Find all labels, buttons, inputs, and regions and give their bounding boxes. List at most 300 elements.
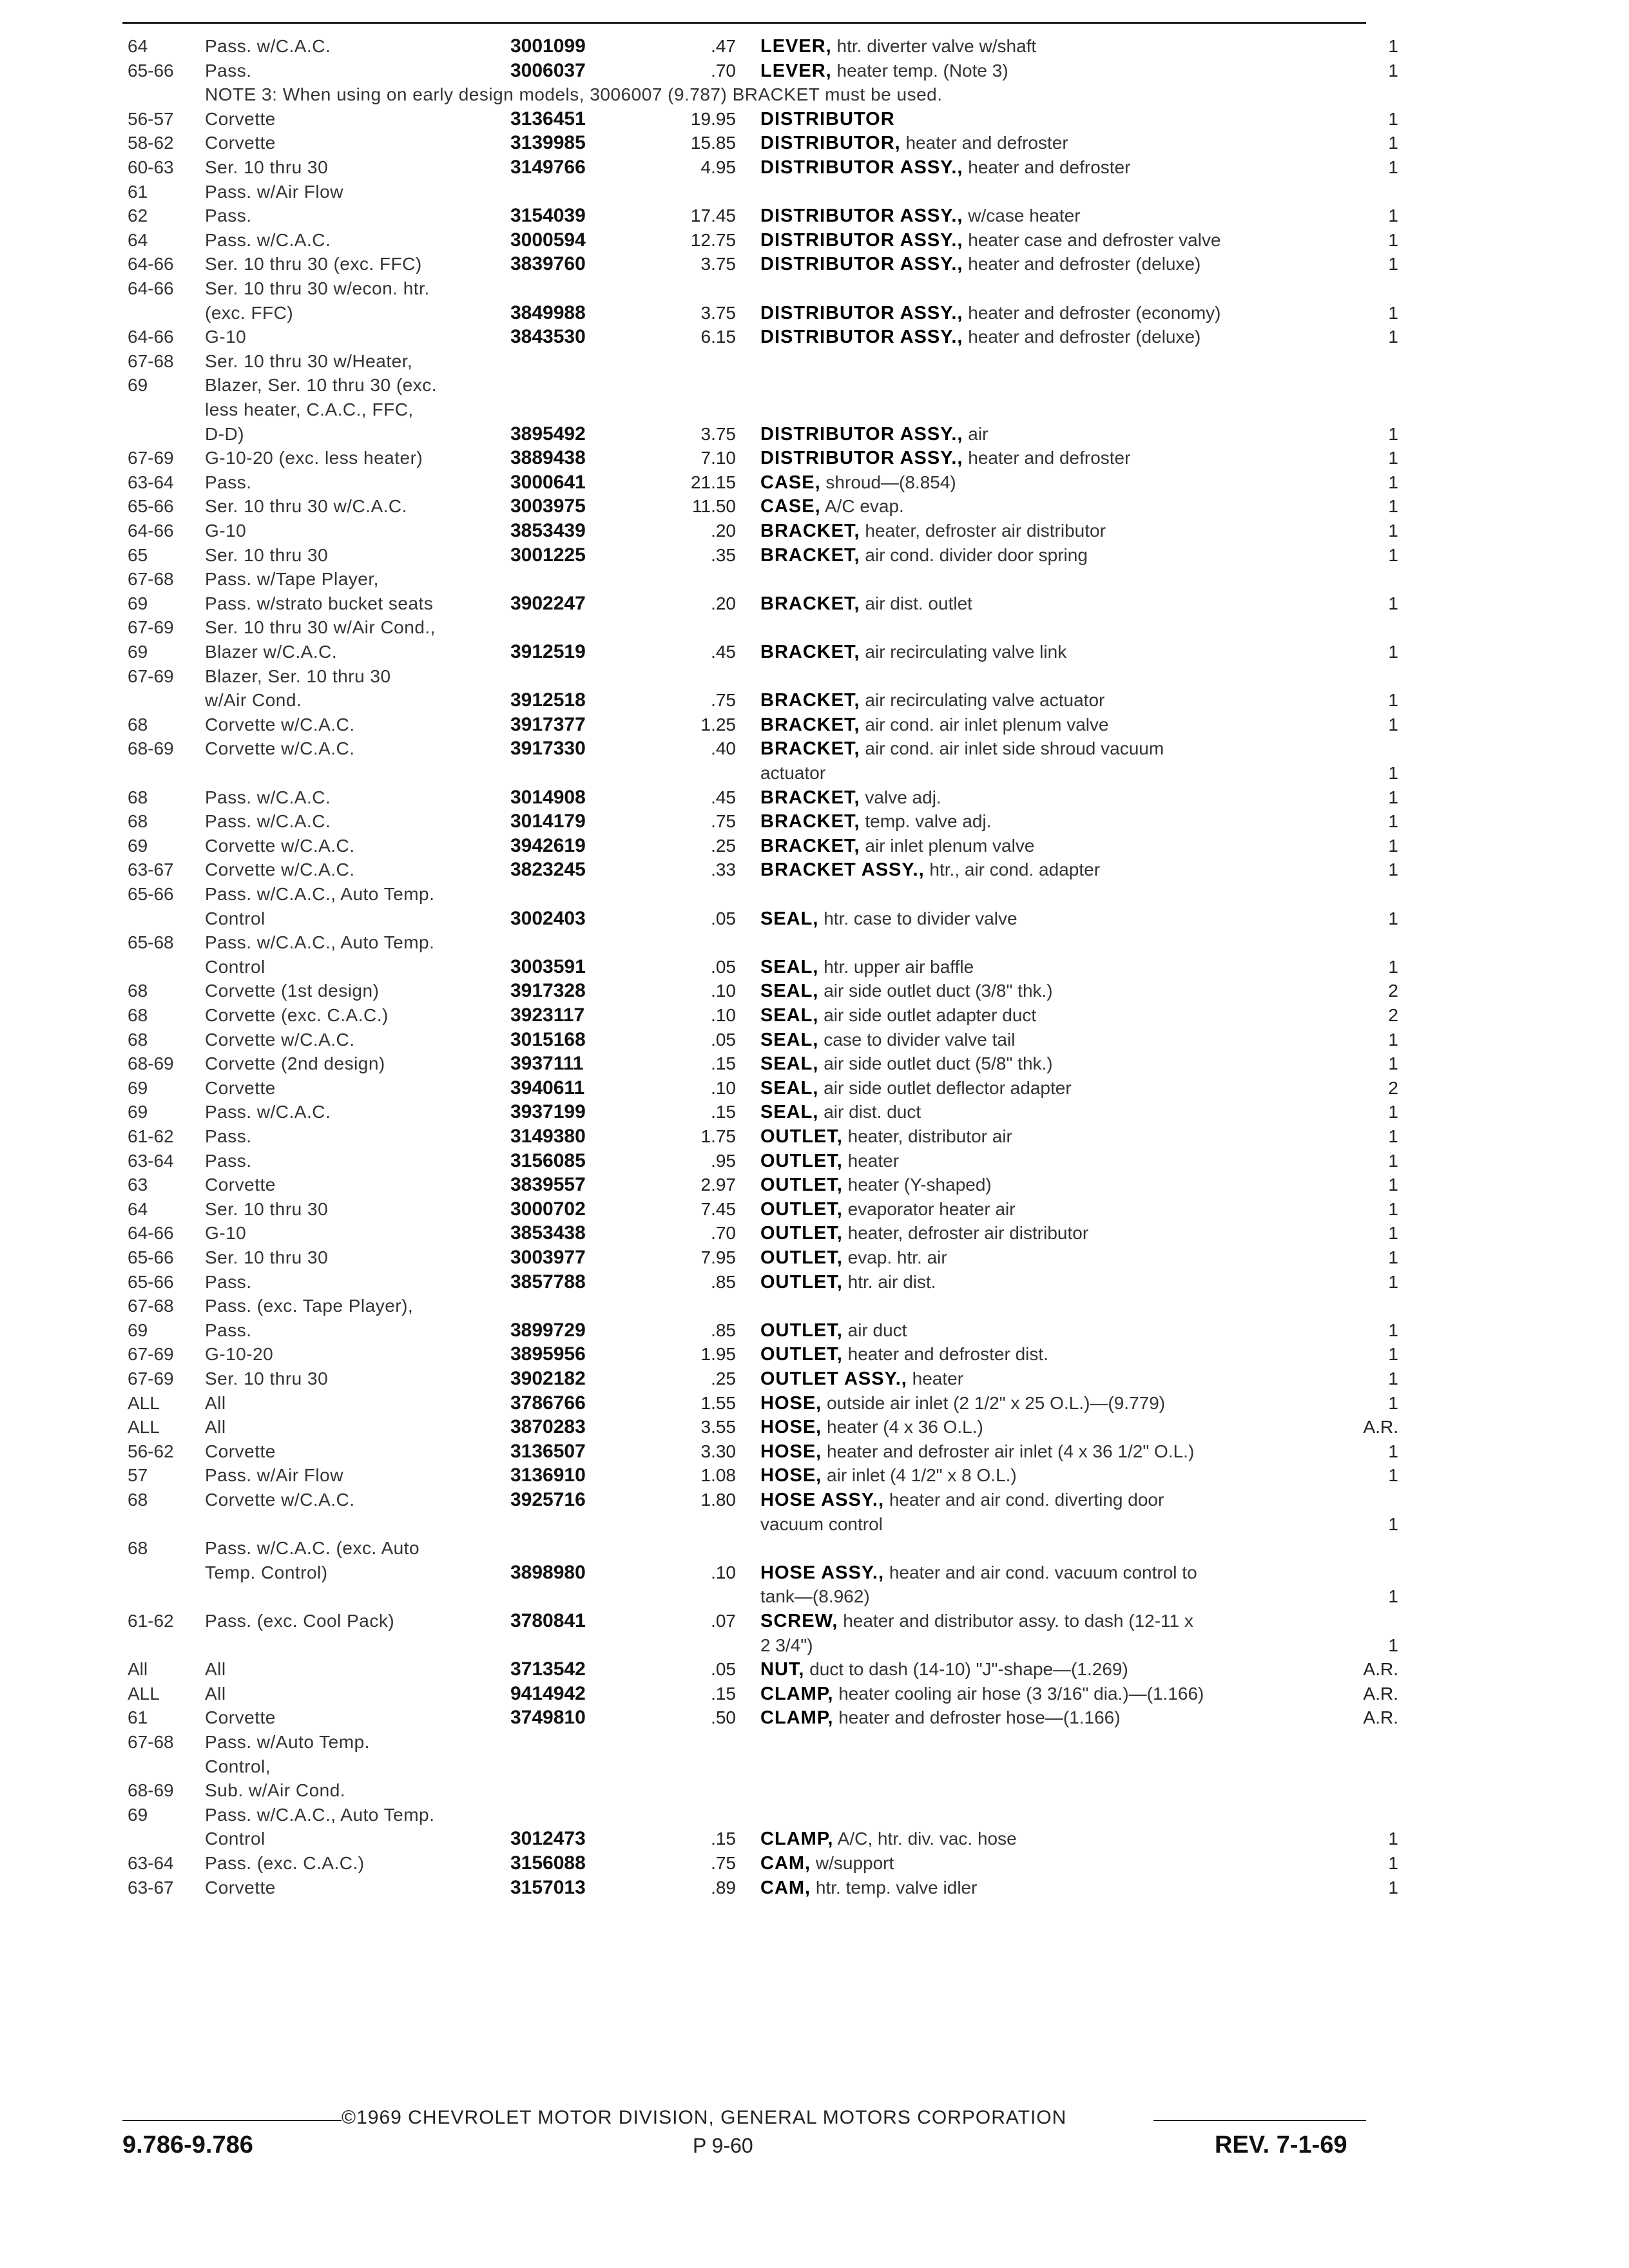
part-price: 1.80 bbox=[700, 1490, 736, 1510]
model-applicability: Corvette w/C.A.C. bbox=[205, 835, 355, 856]
quantity: 1 bbox=[1388, 1223, 1398, 1244]
part-price: 1.08 bbox=[700, 1465, 736, 1486]
model-applicability: G-10-20 (exc. less heater) bbox=[205, 448, 423, 468]
table-row bbox=[0, 1827, 1629, 1850]
table-row bbox=[0, 1852, 1629, 1875]
model-applicability: Ser. 10 thru 30 bbox=[205, 157, 329, 177]
part-detail: temp. valve adj. bbox=[865, 811, 992, 832]
part-price: .89 bbox=[711, 1877, 736, 1898]
table-row bbox=[0, 616, 1629, 639]
part-name: BRACKET, bbox=[760, 811, 860, 832]
model-year: 65-66 bbox=[128, 60, 174, 81]
model-year: 65-66 bbox=[128, 884, 174, 904]
part-name: DISTRIBUTOR ASSY., bbox=[760, 229, 963, 251]
part-number: 3149380 bbox=[510, 1126, 586, 1147]
model-year: 64 bbox=[128, 36, 148, 56]
table-row bbox=[0, 131, 1629, 155]
model-year: 56-62 bbox=[128, 1441, 174, 1461]
section-number: 9.786-9.786 bbox=[122, 2131, 253, 2158]
model-year: 69 bbox=[128, 835, 148, 856]
part-detail: outside air inlet (2 1/2" x 25 O.L.)—(9.779) bbox=[827, 1392, 1166, 1413]
part-description bbox=[760, 1246, 1340, 1269]
part-detail: duct to dash (14-10) "J"-shape—(1.269) bbox=[809, 1659, 1128, 1680]
quantity: 1 bbox=[1388, 206, 1398, 226]
table-row bbox=[0, 423, 1629, 446]
quantity: 1 bbox=[1388, 956, 1398, 977]
part-detail: heater and air cond. diverting door bbox=[889, 1490, 1164, 1510]
part-number: 3912518 bbox=[510, 689, 586, 711]
part-description bbox=[760, 1488, 1340, 1512]
part-number: 3014179 bbox=[510, 811, 586, 832]
model-year: All bbox=[128, 1659, 148, 1680]
table-row bbox=[0, 737, 1629, 760]
part-name: DISTRIBUTOR bbox=[760, 108, 895, 130]
model-applicability: Pass. w/Air Flow bbox=[205, 1465, 343, 1486]
part-name: OUTLET, bbox=[760, 1344, 843, 1365]
table-row bbox=[0, 253, 1629, 276]
table-row bbox=[0, 858, 1629, 881]
model-year: 61 bbox=[128, 181, 148, 202]
part-price: .47 bbox=[711, 36, 736, 56]
model-applicability: Corvette bbox=[205, 1707, 276, 1728]
part-name: SEAL, bbox=[760, 981, 819, 1002]
model-applicability: Pass. w/C.A.C., Auto Temp. bbox=[205, 884, 435, 904]
model-year: 67-68 bbox=[128, 1732, 174, 1752]
part-detail: htr., air cond. adapter bbox=[929, 860, 1101, 880]
part-name: HOSE ASSY., bbox=[760, 1490, 885, 1510]
part-description bbox=[760, 907, 1340, 930]
model-applicability: less heater, C.A.C., FFC, bbox=[205, 399, 414, 419]
table-row bbox=[0, 931, 1629, 954]
model-applicability: All bbox=[205, 1659, 226, 1680]
quantity: 1 bbox=[1388, 690, 1398, 711]
part-detail: 2 3/4") bbox=[760, 1635, 813, 1655]
part-price: 7.45 bbox=[700, 1198, 736, 1219]
quantity: 1 bbox=[1388, 908, 1398, 928]
table-row bbox=[0, 495, 1629, 518]
table-row bbox=[0, 108, 1629, 131]
part-price: 2.97 bbox=[700, 1175, 736, 1195]
part-number: 9414942 bbox=[510, 1682, 586, 1704]
model-applicability: Pass. w/strato bucket seats bbox=[205, 593, 434, 613]
part-price: .85 bbox=[711, 1320, 736, 1340]
quantity: A.R. bbox=[1363, 1659, 1398, 1680]
model-year: 61-62 bbox=[128, 1611, 174, 1631]
quantity: A.R. bbox=[1363, 1683, 1398, 1704]
part-name: CLAMP, bbox=[760, 1707, 834, 1729]
model-year: 64-66 bbox=[128, 278, 174, 298]
quantity: 1 bbox=[1388, 302, 1398, 323]
model-year: 67-69 bbox=[128, 1344, 174, 1365]
part-name: BRACKET ASSY., bbox=[760, 860, 925, 881]
part-price: .05 bbox=[711, 1659, 736, 1680]
table-row bbox=[0, 519, 1629, 543]
table-row bbox=[0, 374, 1629, 397]
table-row bbox=[0, 1294, 1629, 1318]
part-price: 4.95 bbox=[700, 157, 736, 177]
quantity: 1 bbox=[1388, 1029, 1398, 1050]
part-detail: heater and defroster bbox=[968, 448, 1131, 468]
quantity: 1 bbox=[1388, 1635, 1398, 1655]
part-number: 3749810 bbox=[510, 1707, 586, 1729]
part-detail: htr. case to divider valve bbox=[824, 908, 1017, 928]
table-row bbox=[0, 1464, 1629, 1487]
part-detail: case to divider valve tail bbox=[824, 1029, 1016, 1050]
part-description bbox=[760, 1343, 1340, 1366]
part-name: OUTLET, bbox=[760, 1271, 843, 1293]
part-name: SEAL, bbox=[760, 1029, 819, 1050]
model-year: ALL bbox=[128, 1417, 160, 1437]
quantity: 1 bbox=[1388, 60, 1398, 81]
part-detail: w/case heater bbox=[968, 206, 1081, 226]
part-price: 3.55 bbox=[700, 1417, 736, 1437]
table-row bbox=[0, 1658, 1629, 1681]
quantity: 1 bbox=[1388, 327, 1398, 347]
quantity: 1 bbox=[1388, 1441, 1398, 1461]
model-year: 69 bbox=[128, 1077, 148, 1098]
model-applicability: D-D) bbox=[205, 423, 245, 444]
part-name: OUTLET, bbox=[760, 1150, 843, 1171]
model-applicability: Pass. (exc. Cool Pack) bbox=[205, 1611, 395, 1631]
part-number: 3015168 bbox=[510, 1028, 586, 1050]
model-year: 69 bbox=[128, 375, 148, 396]
part-detail: heater (Y-shaped) bbox=[847, 1175, 992, 1195]
part-name: OUTLET, bbox=[760, 1320, 843, 1341]
model-year: 58-62 bbox=[128, 133, 174, 153]
model-year: ALL bbox=[128, 1683, 160, 1704]
part-number: 3149766 bbox=[510, 157, 586, 178]
part-price: 3.75 bbox=[700, 254, 736, 274]
quantity: 1 bbox=[1388, 496, 1398, 517]
model-applicability: Control bbox=[205, 1829, 265, 1849]
part-price: .95 bbox=[711, 1150, 736, 1171]
model-applicability: Pass. bbox=[205, 1150, 252, 1171]
part-price: .70 bbox=[711, 1223, 736, 1244]
quantity: 1 bbox=[1388, 521, 1398, 541]
part-name: BRACKET, bbox=[760, 690, 860, 711]
model-year: 69 bbox=[128, 1102, 148, 1122]
table-row bbox=[0, 1392, 1629, 1415]
table-row bbox=[0, 1052, 1629, 1075]
part-description bbox=[760, 204, 1340, 227]
part-name: SEAL, bbox=[760, 1053, 819, 1075]
part-price: .07 bbox=[711, 1611, 736, 1631]
part-description bbox=[760, 1610, 1340, 1633]
model-year: 64-66 bbox=[128, 521, 174, 541]
table-row bbox=[0, 1004, 1629, 1027]
part-number: 3001225 bbox=[510, 544, 586, 566]
part-name: CASE, bbox=[760, 496, 821, 517]
part-number: 3713542 bbox=[510, 1658, 586, 1680]
model-applicability: Corvette w/C.A.C. bbox=[205, 1029, 355, 1050]
part-number: 3937111 bbox=[510, 1053, 584, 1075]
model-year: 63-64 bbox=[128, 1150, 174, 1171]
model-applicability: Pass. w/C.A.C. bbox=[205, 1102, 331, 1122]
model-applicability: Pass. w/C.A.C. bbox=[205, 787, 331, 807]
model-applicability: G-10 bbox=[205, 521, 247, 541]
part-detail: heater bbox=[847, 1150, 900, 1171]
part-detail: htr. diverter valve w/shaft bbox=[836, 36, 1037, 56]
part-number: 3000641 bbox=[510, 471, 586, 493]
table-row bbox=[0, 35, 1629, 58]
part-number: 3925716 bbox=[510, 1489, 586, 1510]
model-year: 67-69 bbox=[128, 448, 174, 468]
part-name: SEAL, bbox=[760, 1005, 819, 1026]
part-name: HOSE, bbox=[760, 1417, 822, 1438]
part-number: 3780841 bbox=[510, 1610, 586, 1631]
part-name: DISTRIBUTOR ASSY., bbox=[760, 206, 963, 227]
part-description bbox=[760, 35, 1340, 58]
table-row bbox=[0, 544, 1629, 567]
table-row bbox=[0, 1682, 1629, 1706]
part-detail: air cond. divider door spring bbox=[865, 544, 1088, 565]
quantity: 1 bbox=[1388, 157, 1398, 177]
model-applicability: Corvette w/C.A.C. bbox=[205, 738, 355, 759]
part-price: .15 bbox=[711, 1102, 736, 1122]
model-year: 60-63 bbox=[128, 157, 174, 177]
part-name: DISTRIBUTOR ASSY., bbox=[760, 327, 963, 348]
part-name: LEVER, bbox=[760, 36, 832, 57]
model-year: 68 bbox=[128, 714, 148, 735]
model-applicability: Ser. 10 thru 30 bbox=[205, 544, 329, 565]
part-detail: air side outlet duct (3/8" thk.) bbox=[824, 981, 1053, 1001]
part-name: NUT, bbox=[760, 1659, 805, 1680]
model-year: 64 bbox=[128, 229, 148, 250]
model-year: 67-68 bbox=[128, 569, 174, 590]
part-name: OUTLET, bbox=[760, 1175, 843, 1196]
model-year: 63-64 bbox=[128, 472, 174, 492]
part-price: 3.75 bbox=[700, 302, 736, 323]
part-name: CAM, bbox=[760, 1877, 811, 1898]
part-detail: heater cooling air hose (3 3/16" dia.)—(1.166) bbox=[838, 1683, 1204, 1704]
model-year: 64 bbox=[128, 1198, 148, 1219]
table-row bbox=[0, 1731, 1629, 1754]
part-detail: htr. temp. valve idler bbox=[815, 1877, 978, 1898]
part-price: .40 bbox=[711, 738, 736, 759]
part-name: HOSE, bbox=[760, 1441, 822, 1462]
part-price: 7.10 bbox=[700, 448, 736, 468]
model-applicability: Corvette bbox=[205, 108, 276, 129]
model-applicability: Blazer, Ser. 10 thru 30 (exc. bbox=[205, 375, 438, 396]
part-description bbox=[760, 1706, 1340, 1729]
part-number: 3870283 bbox=[510, 1416, 586, 1438]
part-description bbox=[760, 1004, 1340, 1027]
table-row bbox=[0, 665, 1629, 688]
model-applicability: Ser. 10 thru 30 bbox=[205, 1247, 329, 1267]
part-detail: air duct bbox=[847, 1320, 907, 1340]
part-number: 3895956 bbox=[510, 1343, 586, 1365]
part-detail: heater, defroster air distributor bbox=[847, 1223, 1089, 1244]
model-year: 68 bbox=[128, 811, 148, 832]
part-name: DISTRIBUTOR ASSY., bbox=[760, 448, 963, 469]
table-row bbox=[0, 59, 1629, 82]
model-year: 69 bbox=[128, 593, 148, 613]
part-name: SEAL, bbox=[760, 1077, 819, 1099]
model-year: 69 bbox=[128, 1320, 148, 1340]
quantity: 1 bbox=[1388, 642, 1398, 662]
model-year: 69 bbox=[128, 642, 148, 662]
model-applicability: Pass. w/C.A.C., Auto Temp. bbox=[205, 1804, 435, 1825]
part-price: 15.85 bbox=[690, 133, 736, 153]
model-year: 67-68 bbox=[128, 351, 174, 371]
model-year: 61-62 bbox=[128, 1126, 174, 1146]
table-row bbox=[0, 1173, 1629, 1196]
model-applicability: Pass. bbox=[205, 1320, 252, 1340]
part-price: 1.55 bbox=[700, 1392, 736, 1413]
model-applicability: Corvette (exc. C.A.C.) bbox=[205, 1005, 389, 1025]
model-year: 63-67 bbox=[128, 860, 174, 880]
table-row bbox=[0, 762, 1629, 785]
part-number: 3917377 bbox=[510, 713, 586, 735]
quantity: 2 bbox=[1388, 981, 1398, 1001]
part-name: HOSE ASSY., bbox=[760, 1562, 885, 1583]
part-number: 3895492 bbox=[510, 423, 586, 445]
part-name: SEAL, bbox=[760, 1102, 819, 1123]
part-name: BRACKET, bbox=[760, 521, 860, 541]
part-name: DISTRIBUTOR, bbox=[760, 133, 901, 154]
table-row bbox=[0, 568, 1629, 591]
model-year: 67-68 bbox=[128, 1296, 174, 1316]
part-price: 7.95 bbox=[700, 1247, 736, 1267]
model-year: 69 bbox=[128, 1804, 148, 1825]
table-row bbox=[0, 1585, 1629, 1608]
part-number: 3003975 bbox=[510, 495, 586, 517]
part-number: 3902247 bbox=[510, 592, 586, 614]
table-row bbox=[0, 1028, 1629, 1052]
quantity: A.R. bbox=[1363, 1417, 1398, 1437]
part-price: 1.95 bbox=[700, 1344, 736, 1365]
model-year: 64-66 bbox=[128, 254, 174, 274]
part-detail: shroud—(8.854) bbox=[825, 472, 956, 492]
part-price: .20 bbox=[711, 521, 736, 541]
part-price: .33 bbox=[711, 860, 736, 880]
model-applicability: Blazer w/C.A.C. bbox=[205, 642, 338, 662]
part-number: 3136451 bbox=[510, 108, 586, 130]
part-detail: heater and defroster bbox=[905, 133, 1068, 153]
part-description bbox=[760, 1028, 1340, 1052]
model-year: ALL bbox=[128, 1392, 160, 1413]
part-number: 3917328 bbox=[510, 980, 586, 1002]
part-description bbox=[760, 1416, 1340, 1439]
model-year: 68 bbox=[128, 981, 148, 1001]
part-price: .70 bbox=[711, 60, 736, 81]
part-number: 3154039 bbox=[510, 205, 586, 227]
model-year: 68 bbox=[128, 1538, 148, 1559]
table-row bbox=[0, 979, 1629, 1003]
part-name: OUTLET, bbox=[760, 1223, 843, 1244]
quantity: 1 bbox=[1388, 1369, 1398, 1389]
model-applicability: G-10-20 bbox=[205, 1344, 274, 1365]
part-name: CAM, bbox=[760, 1853, 811, 1874]
model-year: 68-69 bbox=[128, 738, 174, 759]
table-row bbox=[0, 156, 1629, 179]
model-applicability: Ser. 10 thru 30 bbox=[205, 1369, 329, 1389]
quantity: 1 bbox=[1388, 1271, 1398, 1292]
part-price: 17.45 bbox=[690, 206, 736, 226]
part-description bbox=[760, 544, 1340, 567]
part-description bbox=[760, 1077, 1340, 1100]
table-row bbox=[0, 1271, 1629, 1294]
table-row bbox=[0, 1488, 1629, 1512]
part-price: .45 bbox=[711, 787, 736, 807]
model-applicability: Corvette bbox=[205, 1077, 276, 1098]
part-number: 3136507 bbox=[510, 1440, 586, 1462]
table-row bbox=[0, 907, 1629, 930]
part-number: 3942619 bbox=[510, 834, 586, 856]
model-applicability: Corvette w/C.A.C. bbox=[205, 714, 355, 735]
model-year: 67-69 bbox=[128, 617, 174, 638]
part-price: 3.75 bbox=[700, 423, 736, 444]
table-row bbox=[0, 1367, 1629, 1390]
part-price: .20 bbox=[711, 593, 736, 613]
part-detail: heater and air cond. vacuum control to bbox=[889, 1562, 1197, 1582]
model-applicability: Pass. bbox=[205, 206, 252, 226]
model-applicability: Corvette bbox=[205, 133, 276, 153]
table-row bbox=[0, 447, 1629, 470]
note-row bbox=[0, 83, 1629, 106]
part-detail: heater and defroster (deluxe) bbox=[968, 327, 1201, 347]
part-name: SEAL, bbox=[760, 908, 819, 929]
part-description bbox=[760, 325, 1340, 349]
part-number: 3002403 bbox=[510, 907, 586, 929]
table-row bbox=[0, 1634, 1629, 1657]
part-detail: air side outlet deflector adapter bbox=[824, 1077, 1072, 1098]
part-detail: heater, distributor air bbox=[847, 1126, 1012, 1146]
part-price: 1.25 bbox=[700, 714, 736, 735]
part-price: 21.15 bbox=[690, 472, 736, 492]
model-year: 68 bbox=[128, 1490, 148, 1510]
page-number: P 9-60 bbox=[693, 2134, 753, 2157]
part-detail: heater and defroster air inlet (4 x 36 1/2" O.L.) bbox=[827, 1441, 1195, 1461]
part-number: 3898980 bbox=[510, 1561, 586, 1583]
part-description bbox=[760, 810, 1340, 833]
model-applicability: Pass. bbox=[205, 60, 252, 81]
part-description bbox=[760, 956, 1340, 979]
note-text: NOTE 3: When using on early design models, 3006007 (9.787) BRACKET must be used. bbox=[205, 84, 943, 105]
part-description bbox=[760, 640, 1340, 664]
model-applicability: Ser. 10 thru 30 w/Heater, bbox=[205, 351, 413, 371]
part-price: .50 bbox=[711, 1707, 736, 1728]
quantity: A.R. bbox=[1363, 1707, 1398, 1728]
part-detail: htr. air dist. bbox=[847, 1271, 936, 1292]
quantity: 1 bbox=[1388, 1053, 1398, 1074]
part-description bbox=[760, 1634, 1340, 1657]
part-number: 3912519 bbox=[510, 641, 586, 662]
table-row bbox=[0, 277, 1629, 300]
table-row bbox=[0, 302, 1629, 325]
table-row bbox=[0, 1440, 1629, 1463]
model-applicability: Corvette (2nd design) bbox=[205, 1053, 385, 1074]
quantity: 1 bbox=[1388, 1392, 1398, 1413]
table-row bbox=[0, 1755, 1629, 1778]
part-number: 3917330 bbox=[510, 738, 586, 760]
quantity: 1 bbox=[1388, 423, 1398, 444]
part-price: .15 bbox=[711, 1829, 736, 1849]
model-year: 63-64 bbox=[128, 1853, 174, 1873]
part-name: OUTLET, bbox=[760, 1126, 843, 1147]
table-row bbox=[0, 1610, 1629, 1633]
part-name: DISTRIBUTOR ASSY., bbox=[760, 254, 963, 275]
part-number: 3006037 bbox=[510, 59, 586, 81]
model-applicability: Pass. bbox=[205, 1126, 252, 1146]
model-applicability: Ser. 10 thru 30 w/C.A.C. bbox=[205, 496, 407, 517]
part-description bbox=[760, 762, 1340, 785]
footer-rule-left bbox=[122, 2120, 342, 2121]
part-detail: evap. htr. air bbox=[847, 1247, 947, 1267]
part-detail: A/C, htr. div. vac. hose bbox=[837, 1829, 1017, 1849]
model-applicability: All bbox=[205, 1683, 226, 1704]
part-detail: air recirculating valve link bbox=[865, 642, 1067, 662]
